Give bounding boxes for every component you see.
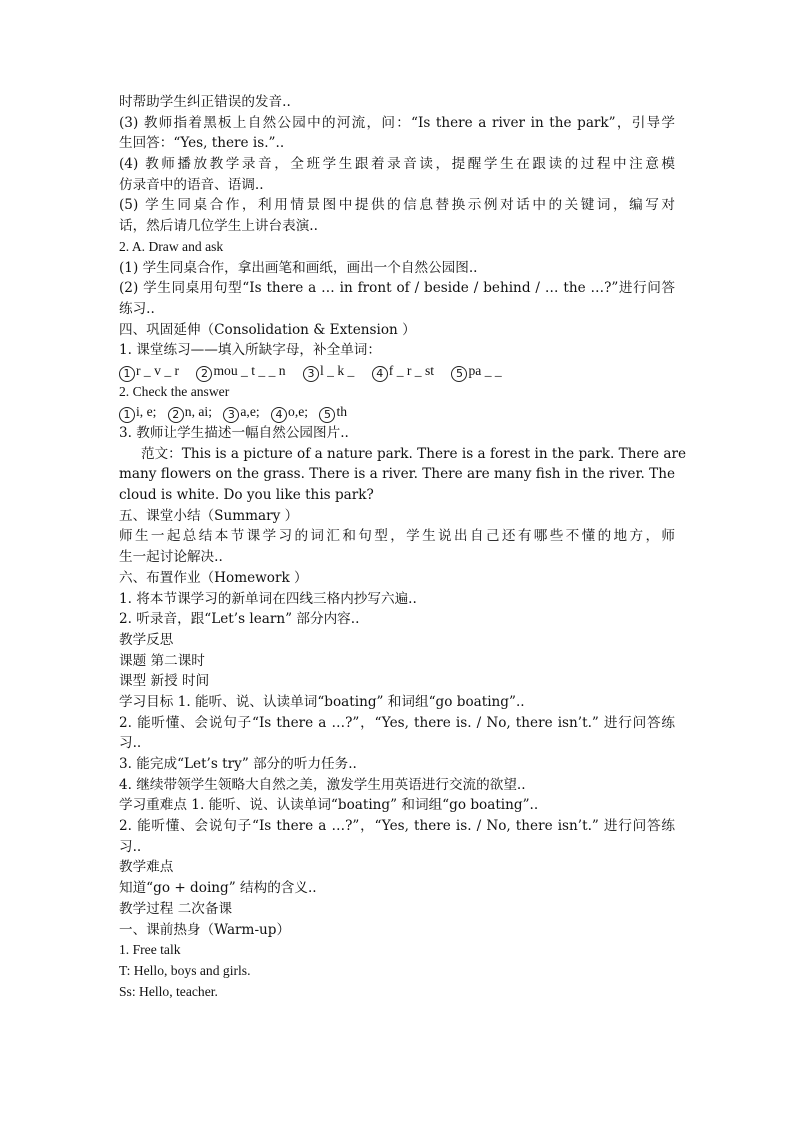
text-line: 2. 能听懂、会说句子“Is there a …?”，“Yes, there is. / No, there isn’t.” 进行问答练 (119, 818, 675, 835)
exercise-line (119, 361, 675, 382)
answer-item: th (336, 404, 348, 420)
blank-word: r _ v _ r (136, 362, 180, 378)
text-line: 练习.. (119, 300, 155, 317)
text-line: 1. Free talk (119, 942, 181, 958)
text-line: 范文：This is a picture of a nature park. There is a forest in the park. There are (141, 445, 687, 462)
text-line: 课题 第二课时 (119, 652, 205, 669)
text-line: 时帮助学生纠正错误的发音.. (119, 94, 291, 110)
circled-number: 4 (271, 407, 287, 423)
answer-item: o,e; (288, 404, 309, 420)
text-line: (4) 教师播放教学录音，全班学生跟着录音读，提醒学生在跟读的过程中注意模 (119, 156, 675, 173)
text-line: 1. 将本节课学习的新单词在四线三格内抄写六遍.. (119, 590, 417, 607)
text-line: 2. Check the answer (119, 383, 230, 399)
text-line: 教学反思 (119, 631, 174, 648)
text-line: 师生一起总结本节课学习的词汇和句型，学生说出自己还有哪些不懂的地方，师 (119, 528, 675, 545)
text-line: 教学过程 二次备课 (119, 900, 233, 917)
text-line: 3. 能完成“Let’s try” 部分的听力任务.. (119, 756, 357, 772)
text-line: 习.. (119, 838, 142, 855)
circled-number: 2 (168, 407, 184, 423)
answer-item: n, ai; (184, 404, 212, 420)
circled-number: 3 (303, 366, 319, 382)
circled-number: 1 (119, 407, 135, 423)
answer-item: i, e; (136, 404, 157, 420)
text-line: (1) 学生同桌合作，拿出画笔和画纸，画出一个自然公园图.. (119, 259, 478, 276)
text-line: T: Hello, boys and girls. (119, 962, 251, 978)
text-line: 生一起讨论解决.. (119, 549, 223, 566)
text-line: (2) 学生同桌用句型“Is there a … in front of / beside / behind / … the …?”进行问答 (119, 280, 675, 297)
answer-line (119, 402, 675, 423)
text-line: many flowers on the grass. There is a river. There are many fish in the river. The (119, 466, 675, 483)
text-line: 话，然后请几位学生上讲台表演.. (119, 218, 318, 235)
text-line: 1. 课堂练习——填入所缺字母，补全单词： (119, 342, 381, 359)
text-line: 学习重难点 1. 能听、说、认读单词“boating” 和词组“go boating”.. (119, 797, 539, 814)
text-line: 3. 教师让学生描述一幅自然公园图片.. (119, 425, 349, 441)
circled-number: 2 (196, 366, 212, 382)
text-line: (5) 学生同桌合作，利用情景图中提供的信息替换示例对话中的关键词，编写对 (119, 197, 675, 214)
section-heading: 六、布置作业（Homework ） (119, 569, 308, 586)
document-page (119, 92, 687, 1002)
text-line: 生回答：“Yes, there is.”.. (119, 135, 285, 152)
blank-word: l _ k _ (319, 362, 355, 378)
text-line: 教学难点 (119, 859, 174, 876)
text-line: 知道“go + doing” 结构的含义.. (119, 880, 317, 897)
circled-number: 5 (319, 407, 335, 423)
circled-number: 5 (451, 366, 467, 382)
text-line: 4. 继续带领学生领略大自然之美，激发学生用英语进行交流的欲望.. (119, 776, 526, 793)
blank-word: pa _ _ (468, 362, 502, 378)
text-line: (3) 教师指着黑板上自然公园中的河流，问：“Is there a river in the park”，引导学 (119, 114, 675, 131)
text-line: cloud is white. Do you like this park? (119, 487, 374, 504)
section-heading: 一、课前热身（Warm-up） (119, 921, 291, 938)
blank-word: mou _ t _ _ n (213, 362, 286, 378)
blank-word: f _ r _ st (388, 362, 435, 378)
circled-number: 3 (223, 407, 239, 423)
text-line: 仿录音中的语音、语调.. (119, 176, 264, 193)
section-heading: 五、课堂小结（Summary ） (119, 507, 299, 524)
text-line: 2. 听录音，跟“Let’s learn” 部分内容.. (119, 611, 360, 628)
section-heading: 2. A. Draw and ask (119, 238, 224, 254)
text-line: 2. 能听懂、会说句子“Is there a …?”，“Yes, there is. / No, there isn’t.” 进行问答练 (119, 714, 675, 731)
answer-item: a,e; (240, 404, 260, 420)
text-line: 学习目标 1. 能听、说、认读单词“boating” 和词组“go boating”.. (119, 693, 525, 710)
circled-number: 4 (372, 366, 388, 382)
section-heading: 四、巩固延伸（Consolidation & Extension ） (119, 321, 416, 338)
circled-number: 1 (119, 366, 135, 382)
text-line: 习.. (119, 735, 142, 752)
text-line: 课型 新授 时间 (119, 673, 210, 690)
text-line: Ss: Hello, teacher. (119, 983, 218, 999)
